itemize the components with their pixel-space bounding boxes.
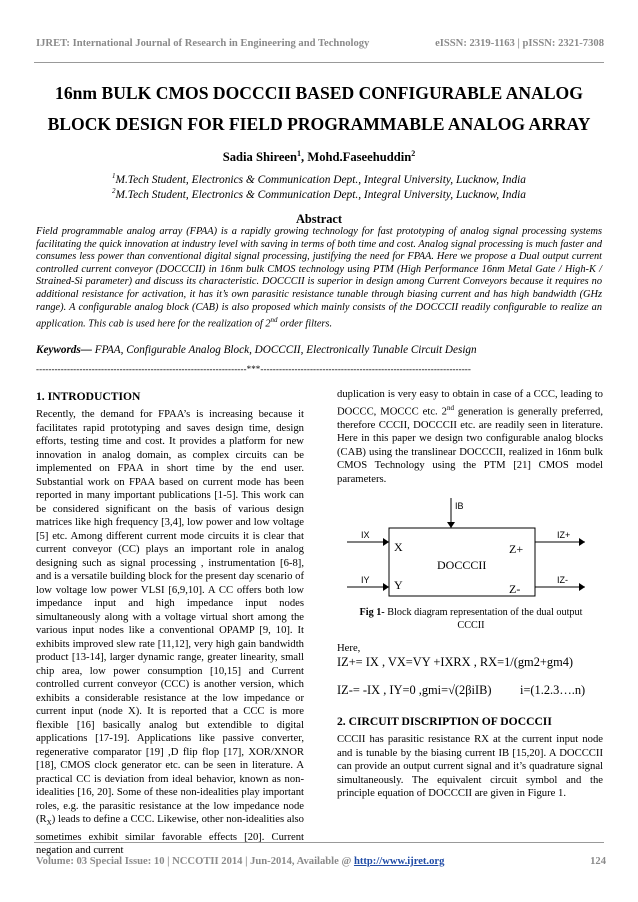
- section-1-text: Recently, the demand for FPAA’s is increasing because it facilitates rapid prototyping and saves design time, design efforts, testing time and cost. It provides a platform for new innovation in analog domain, as complex circuits can be implemented on FPAA in short time by the end user. Substantial work on FPAA based on current mode has been reported in many important publications [1-5]. This work can be considered significant on the basis of various design matrices like high frequency [3,4], low power and low voltage [5] etc. Among different current mode circuits it is clear that current conveyor (CC) plays an important role in analog designing such as signal processing , instrumentation [6-8], and is a versatile building block for the present day scenario of low voltage low power VLSI [6,9,10]. A CC offers both low impedance input and high impedance input nodes simultaneously along with a voltage virtual short among the various input nodes like a conventional OPAMP [9, 10]. It exhibits improved slew rate [11,12], very high gain bandwidth product [13-14], larger dynamic range, greater linearity, small chip area, low power consumption [10,15] and Current controlled current conveyor (CCC) is another version, which exhibits a considerable resistance at the low impedance or current input (node X). It is reported that a CCC is more flexible [16] basically analog but extendible to digital applications [17-19]. Applications like passive converter, regenerative comparator [19] ,D flip flop [17], XOR/XNOR [18], CMOS clock generator etc. can be seen in literature. A practical CC is deviation from ideal behavior, known as non-idealities [16, 20]. Some of these non-idealities play important roles, e.g. the parasitic resistance at the low impedance node (R: [36, 409, 304, 825]
- col2-intro-b: generation is generally preferred, therefore CCCII, DOCCCII etc. are readily seen in literature. Here in this paper we design two configurable analog blocks (CAB) using the translinear DOCCCII, realized in 16nm bulk CMOS Technology using the PTM [21] CMOS model parameters.: [337, 406, 603, 485]
- page-number: 124: [590, 856, 606, 867]
- izm-label: IZ-: [557, 575, 568, 585]
- figure-1-text: Block diagram representation of the dual output CCCII: [384, 607, 583, 631]
- author-1: Sadia Shireen: [222, 150, 298, 165]
- block-label: DOCCCII: [437, 558, 487, 572]
- page-footer: [36, 856, 606, 867]
- ix-label: IX: [361, 530, 370, 540]
- title-line-2: BLOCK DESIGN FOR FIELD PROGRAMMABLE ANALOG ARRAY: [47, 114, 591, 134]
- footer-rule: [34, 842, 604, 843]
- col2-intro-sup: nd: [446, 403, 454, 412]
- section-1-body: [36, 408, 304, 858]
- figure-1-label: Fig 1-: [359, 607, 385, 618]
- author-2-sup: 2: [411, 149, 416, 158]
- zp-port: Z+: [509, 542, 524, 556]
- section-2-heading: 2. CIRCUIT DISCRIPTION OF DOCCCII: [337, 715, 552, 728]
- author-2: Mohd.Faseehuddin: [307, 150, 412, 165]
- izp-label: IZ+: [557, 530, 571, 540]
- author-1-sup: 1: [297, 149, 302, 158]
- equation-2-index: i=(1.2.3….n): [520, 683, 586, 697]
- section-1-heading: 1. INTRODUCTION: [36, 390, 141, 403]
- iy-label: IY: [361, 575, 370, 585]
- affiliation-1: [0, 172, 638, 186]
- journal-link[interactable]: http://www.ijret.org: [353, 856, 445, 867]
- header-rule: [34, 62, 604, 63]
- authors: [0, 149, 638, 165]
- abstract-tail: order filters.: [277, 318, 333, 330]
- abstract-body: [36, 226, 602, 331]
- affiliation-2: [0, 187, 638, 201]
- keywords: [36, 344, 606, 356]
- section-1-tail: ) leads to define a CCC. Likewise, other non-idealities also sometimes exhibit similar favorable effects [20]. Current negation and current: [36, 814, 304, 857]
- figure-1-caption: [345, 606, 597, 632]
- journal-name: IJRET: International Journal of Research in Engineering and Technology: [36, 38, 370, 49]
- abstract-sup: nd: [270, 316, 278, 325]
- keywords-text: FPAA, Configurable Analog Block, DOCCCII, Electronically Tunable Circuit Design: [91, 344, 477, 356]
- x-port: X: [394, 540, 403, 554]
- footer-text: Volume: 03 Special Issue: 10 | NCCOTII 2014 | Jun-2014, Available @: [36, 856, 354, 867]
- section-1-sub: X: [46, 819, 52, 828]
- keywords-label: Keywords—: [36, 344, 92, 356]
- y-port: Y: [394, 578, 403, 592]
- abstract-text: Field programmable analog array (FPAA) is a rapidly growing technology for fast prototyping of analog signal processing systems facilitating the quick innovation at industry level with saving in terms of both time and cost. Analog signal processing is much faster and consumes less power than conventional digital signal processing, justifying the need for FPAA. Here we propose a Dual output current controlled current conveyor (DOCCCII) in 16nm bulk CMOS technology using PTM (High Performance 16nm Metal Gate / High-K / Strained-Si parameter) and discuss its characteristic. DOCCCII is superior in design among Current Conveyors because it requires no additional resistance for activation, it has it’s own parasitic resistance tunable through biasing current and has high bandwidth (GHz range). A configurable analog block (CAB) is also proposed which mainly consists of the DOCCCII readily configurable to realize an application. This cab is used here for the realization of 2: [36, 226, 602, 330]
- section-separator: --------------------------------------------------------------------***--------------------------------------------------------------------: [36, 364, 472, 374]
- equation-1: IZ+= IX , VX=VY +IXRX , RX=1/(gm2+gm4): [337, 655, 574, 669]
- iy-arrow: [383, 583, 389, 591]
- zm-port: Z-: [509, 582, 521, 596]
- ib-arrow: [447, 522, 455, 528]
- author-separator: ,: [301, 150, 308, 165]
- ix-arrow: [383, 538, 389, 546]
- equation-2: IZ-= -IX , IY=0 ,gmi=√(2βiIB): [337, 683, 492, 697]
- izm-arrow: [579, 583, 585, 591]
- abstract-heading: Abstract: [295, 212, 343, 226]
- paper-title: [20, 78, 618, 140]
- affiliation-2-sup: 2: [111, 187, 116, 195]
- col2-intro-a: duplication is very easy to obtain in case of a CCC, leading to DOCCC, MOCCC etc. 2: [337, 389, 603, 418]
- here-label: Here,: [337, 643, 361, 654]
- column-2-intro: [337, 388, 603, 486]
- issn: eISSN: 2319-1163 | pISSN: 2321-7308: [435, 38, 604, 49]
- affiliation-1-sup: 1: [111, 172, 116, 180]
- affiliation-2-text: M.Tech Student, Electronics & Communication Dept., Integral University, Lucknow, India: [115, 188, 527, 201]
- izp-arrow: [579, 538, 585, 546]
- affiliation-1-text: M.Tech Student, Electronics & Communication Dept., Integral University, Lucknow, India: [115, 173, 527, 186]
- section-2-body: CCCII has parasitic resistance RX at the current input node and is tunable by the biasing current IB [15,20]. A DOCCCII can provide an output current signal and it’s quadrature signal simultaneously. The equivalent circuit symbol and the principle equation of DOCCCII are given in Figure 1.: [337, 734, 603, 799]
- ib-label: IB: [455, 501, 464, 511]
- docccii-block-diagram: [337, 496, 603, 600]
- title-line-1: 16nm BULK CMOS DOCCCII BASED CONFIGURABLE ANALOG: [55, 83, 583, 103]
